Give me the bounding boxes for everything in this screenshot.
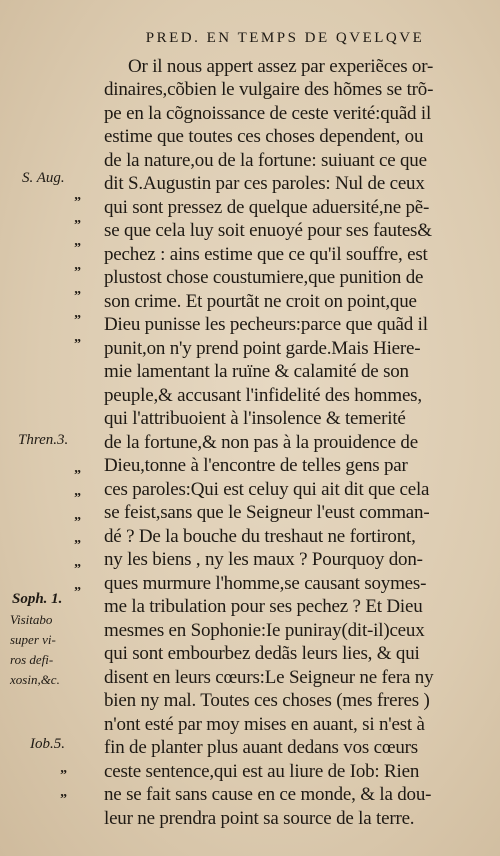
quote-mark: ”	[74, 289, 81, 304]
quote-mark: ”	[74, 265, 81, 280]
margin-note-augustin: S. Aug.	[22, 170, 65, 186]
text-line: de la fortune,& non pas à la prouidence de	[104, 432, 418, 453]
text-line: ne se fait sans cause en ce monde, & la dou-	[104, 784, 432, 805]
text-line: ceste sentence,qui est au liure de Iob: Rien	[104, 761, 420, 782]
quote-mark: ”	[60, 792, 67, 807]
text-line: qui sont embourbez dedãs leurs lies, & qui	[104, 643, 420, 664]
margin-note-visitabo-1: Visitabo	[10, 612, 53, 627]
quote-mark: ”	[74, 538, 81, 553]
text-line: plustost chose coustumiere,que punition de	[104, 267, 424, 288]
quote-mark: ”	[74, 337, 81, 352]
text-line: son crime. Et pourtãt ne croit on point,que	[104, 291, 417, 312]
quote-mark: ”	[74, 313, 81, 328]
running-header: PRED. EN TEMPS DE QVELQVE	[145, 30, 425, 46]
quote-mark: ”	[74, 241, 81, 256]
text-line: Or il nous appert assez par experiẽces or-	[128, 56, 434, 77]
margin-note-iob: Iob.5.	[30, 736, 65, 752]
text-line: qui l'attribuoient à l'insolence & temerité	[104, 408, 406, 429]
quote-mark: ”	[74, 195, 81, 210]
quote-mark: ”	[74, 585, 81, 600]
margin-note-sophonie: Soph. 1.	[12, 591, 63, 607]
text-line: mesmes en Sophonie:Ie puniray(dit-il)ceux	[104, 620, 425, 641]
text-line: Dieu punisse les pecheurs:parce que quãd il	[104, 314, 428, 335]
text-line: ques murmure l'homme,se causant soymes-	[104, 573, 427, 594]
quote-mark: ”	[74, 218, 81, 233]
text-line: bien ny mal. Toutes ces choses (mes freres )	[104, 690, 430, 711]
text-line: Dieu,tonne à l'encontre de telles gens par	[104, 455, 408, 476]
text-line: pechez : ains estime que ce qu'il souffre, est	[104, 244, 428, 265]
quote-mark: ”	[60, 768, 67, 783]
text-line: se feist,sans que le Seigneur l'eust comman-	[104, 502, 430, 523]
margin-note-threnes: Thren.3.	[18, 432, 69, 448]
text-line: de la nature,ou de la fortune: suiuant ce que	[104, 150, 427, 171]
text-line: dit S.Augustin par ces paroles: Nul de ceux	[104, 173, 425, 194]
text-line: dé ? De la bouche du treshaut ne fortiront,	[104, 526, 416, 547]
text-line: fin de planter plus auant dedans vos cœurs	[104, 737, 418, 758]
text-line: qui sont pressez de quelque aduersité,ne pẽ-	[104, 197, 430, 218]
text-line: ny les biens , ny les maux ? Pourquoy don-	[104, 549, 423, 570]
text-line: leur ne prendra point sa source de la terre.	[104, 808, 415, 829]
text-line: n'ont esté par moy mises en auant, si n'est à	[104, 714, 425, 735]
text-line: ces paroles:Qui est celuy qui ait dit que cela	[104, 479, 430, 500]
text-line: me la tribulation pour ses pechez ? Et Dieu	[104, 596, 423, 617]
quote-mark: ”	[74, 468, 81, 483]
text-line: se que cela luy soit enuoyé pour ses fautes&	[104, 220, 432, 241]
margin-note-visitabo-2: super vi-	[10, 632, 56, 647]
text-line: pe en la cõgnoissance de ceste verité:quãd il	[104, 103, 432, 124]
margin-note-visitabo-3: ros defi-	[10, 652, 54, 667]
text-line: dinaires,cõbien le vulgaire des hõmes se trõ-	[104, 79, 434, 100]
margin-note-visitabo-4: xosin,&c.	[10, 672, 60, 687]
text-line: estime que toutes ces choses dependent, ou	[104, 126, 424, 147]
text-line: punit,on n'y prend point garde.Mais Hiere-	[104, 338, 421, 359]
text-line: peuple,& accusant l'infidelité des hommes,	[104, 385, 422, 406]
quote-mark: ”	[74, 562, 81, 577]
text-line: mie lamentant la ruïne & calamité de son	[104, 361, 409, 382]
quote-mark: ”	[74, 491, 81, 506]
text-line: disent en leurs cœurs:Le Seigneur ne fera ny	[104, 667, 434, 688]
quote-mark: ”	[74, 515, 81, 530]
